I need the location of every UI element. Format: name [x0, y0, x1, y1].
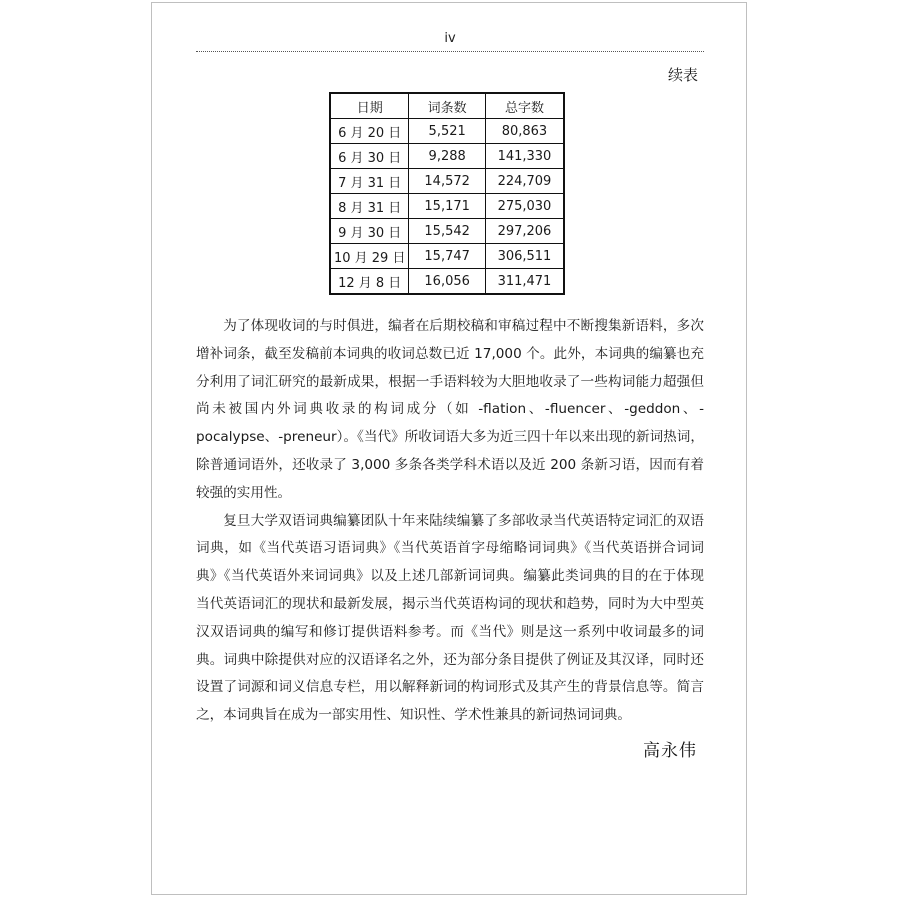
- author-signature: 高永伟: [643, 741, 697, 761]
- table-row: [330, 244, 564, 269]
- table-cell-words: 141,330: [485, 144, 564, 169]
- table-cell-date: 6 月 30 日: [330, 144, 409, 169]
- table-row: [330, 119, 564, 144]
- table-cell-words: 306,511: [485, 244, 564, 269]
- body-text: [196, 313, 704, 730]
- table-cell-date: 9 月 30 日: [330, 219, 409, 244]
- table-row: [330, 269, 564, 295]
- table-cell-date: 8 月 31 日: [330, 194, 409, 219]
- table-cell-words: 224,709: [485, 169, 564, 194]
- table-continued-label: 续表: [667, 66, 698, 84]
- column-header-word-count: 总字数: [485, 93, 564, 119]
- column-header-date: 日期: [330, 93, 409, 119]
- table-cell-date: 6 月 20 日: [330, 119, 409, 144]
- statistics-table: [329, 92, 565, 295]
- table-cell-entries: 14,572: [409, 169, 485, 194]
- table-cell-entries: 15,747: [409, 244, 485, 269]
- table-row: [330, 194, 564, 219]
- table-cell-words: 80,863: [485, 119, 564, 144]
- table-cell-entries: 16,056: [409, 269, 485, 295]
- table-row: [330, 219, 564, 244]
- table-cell-entries: 9,288: [409, 144, 485, 169]
- table-row: [330, 144, 564, 169]
- paragraph-dictionary-series: 复旦大学双语词典编纂团队十年来陆续编纂了多部收录当代英语特定词汇的双语词典，如《当代英语习语词典》《当代英语首字母缩略词词典》《当代英语拼合词词典》《当代英语外来词词典》以及上述几部新词词典。编纂此类词典的目的在于体现当代英语词汇的现状和最新发展，揭示当代英语构词的现状和趋势，同时为大中型英汉双语词典的编写和修订提供语料参考。而《当代》则是这一系列中收词最多的词典。词典中除提供对应的汉语译名之外，还为部分条目提供了例证及其汉译，同时还设置了词源和词义信息专栏，用以解释新词的构词形式及其产生的背景信息等。简言之，本词典旨在成为一部实用性、知识性、学术性兼具的新词热词词典。: [196, 512, 704, 724]
- table-cell-entries: 5,521: [409, 119, 485, 144]
- table-header-row: [330, 93, 564, 119]
- table-cell-date: 10 月 29 日: [330, 244, 409, 269]
- page-number: iv: [444, 31, 456, 46]
- table-row: [330, 169, 564, 194]
- table-cell-date: 12 月 8 日: [330, 269, 409, 295]
- table-cell-words: 311,471: [485, 269, 564, 295]
- table-cell-date: 7 月 31 日: [330, 169, 409, 194]
- table-cell-words: 297,206: [485, 219, 564, 244]
- page-header: [196, 31, 704, 52]
- paragraph-neologism-coverage: 为了体现收词的与时俱进，编者在后期校稿和审稿过程中不断搜集新语料，多次增补词条，截至发稿前本词典的收词总数已近 17,000 个。此外，本词典的编纂也充分利用了词汇研究的最新成果，根据一手语料较为大胆地收录了一些构词能力超强但尚未被国内外词典收录的构词成分（如 -flation、-fluencer、-geddon、-pocalypse、-preneur）。《当代》所收词语大多为近三四十年以来出现的新词热词，除普通词语外，还收录了 3,000 多条各类学科术语以及近 200 条新习语，因而有着较强的实用性。: [196, 318, 704, 501]
- table-cell-entries: 15,171: [409, 194, 485, 219]
- column-header-entry-count: 词条数: [409, 93, 485, 119]
- table-cell-entries: 15,542: [409, 219, 485, 244]
- table-cell-words: 275,030: [485, 194, 564, 219]
